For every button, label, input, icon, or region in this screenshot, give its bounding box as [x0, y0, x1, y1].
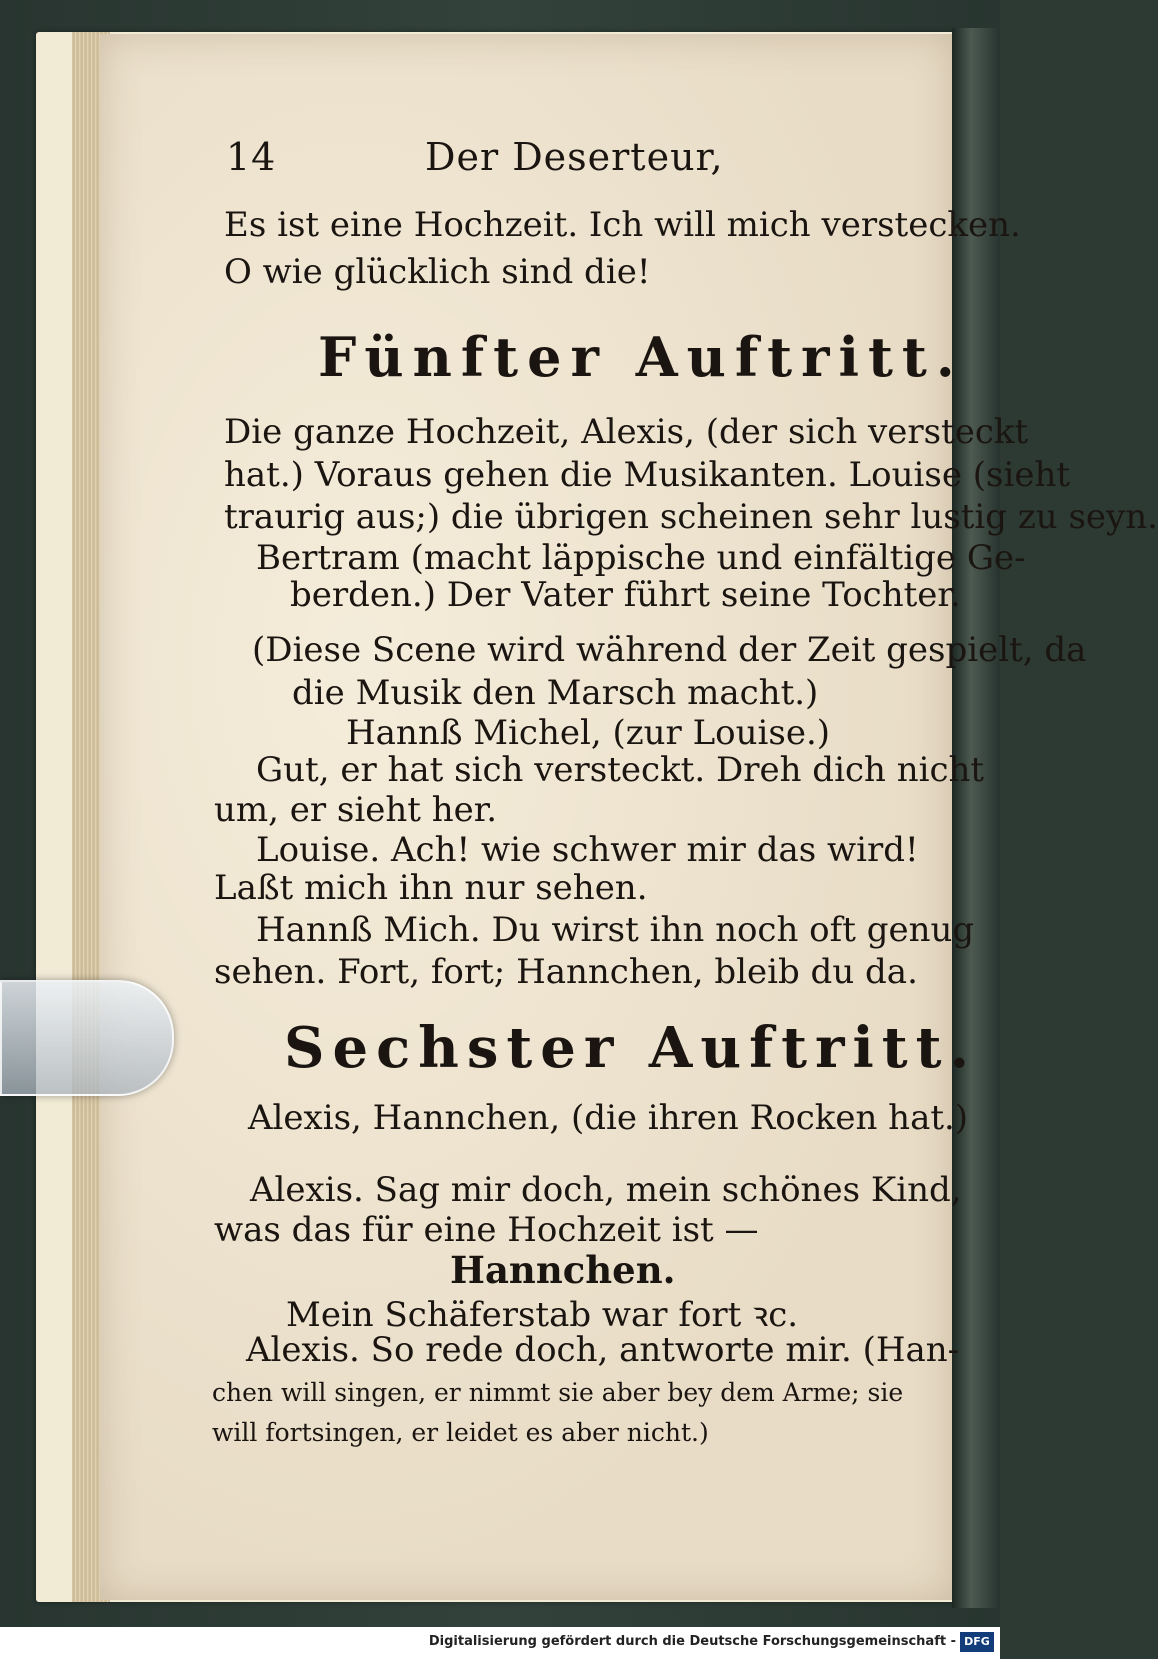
- page-number: 14: [226, 135, 277, 179]
- text-line: will fortsingen, er leidet es aber nicht.): [212, 1418, 709, 1447]
- text-line: traurig aus;) die übrigen scheinen sehr lustig zu seyn.: [224, 497, 1158, 537]
- text-line: um, er sieht her.: [214, 790, 498, 830]
- text-line: Hannß Mich. Du wirst ihn noch oft genug: [256, 910, 975, 950]
- text-line: (Diese Scene wird während der Zeit gespielt, da: [252, 630, 1087, 670]
- speaker-line: Hannchen.: [450, 1248, 676, 1292]
- running-head: Der Deserteur,: [425, 135, 724, 179]
- text-line: berden.) Der Vater führt seine Tochter.: [290, 575, 961, 615]
- text-line: chen will singen, er nimmt sie aber bey dem Arme; sie: [212, 1378, 904, 1407]
- dfg-logo: DFG: [960, 1632, 994, 1652]
- text-line: die Musik den Marsch macht.): [292, 673, 819, 713]
- text-line: Alexis. Sag mir doch, mein schönes Kind,: [250, 1170, 962, 1210]
- text-line: O wie glücklich sind die!: [224, 252, 651, 292]
- text-line: Mein Schäferstab war fort ꝛc.: [286, 1295, 799, 1335]
- text-line: Die ganze Hochzeit, Alexis, (der sich versteckt: [224, 412, 1029, 452]
- text-line: hat.) Voraus gehen die Musikanten. Louise (sieht: [224, 455, 1071, 495]
- text-line: Gut, er hat sich versteckt. Dreh dich nicht: [256, 750, 985, 790]
- text-line: Bertram (macht läppische und einfältige Ge-: [256, 538, 1026, 578]
- text-line: sehen. Fort, fort; Hannchen, bleib du da.: [214, 952, 918, 992]
- scene-heading: Sechster Auftritt.: [284, 1015, 978, 1081]
- text-line: Es ist eine Hochzeit. Ich will mich verstecken.: [224, 205, 1021, 245]
- text-line: Alexis. So rede doch, antworte mir. (Han-: [246, 1330, 960, 1370]
- scene-heading: Fünfter Auftritt.: [318, 325, 964, 389]
- text-line: was das für eine Hochzeit ist —: [214, 1210, 759, 1250]
- book-gutter: [952, 28, 1000, 1608]
- text-line: Laßt mich ihn nur sehen.: [214, 868, 648, 908]
- text-line: Louise. Ach! wie schwer mir das wird!: [256, 830, 919, 870]
- footer-credit: Digitalisierung gefördert durch die Deutsche Forschungsgemeinschaft -: [428, 1634, 956, 1649]
- text-line: Alexis, Hannchen, (die ihren Rocken hat.): [248, 1098, 969, 1138]
- page-clip: [0, 980, 174, 1096]
- speaker-line: Hannß Michel, (zur Louise.): [346, 713, 831, 753]
